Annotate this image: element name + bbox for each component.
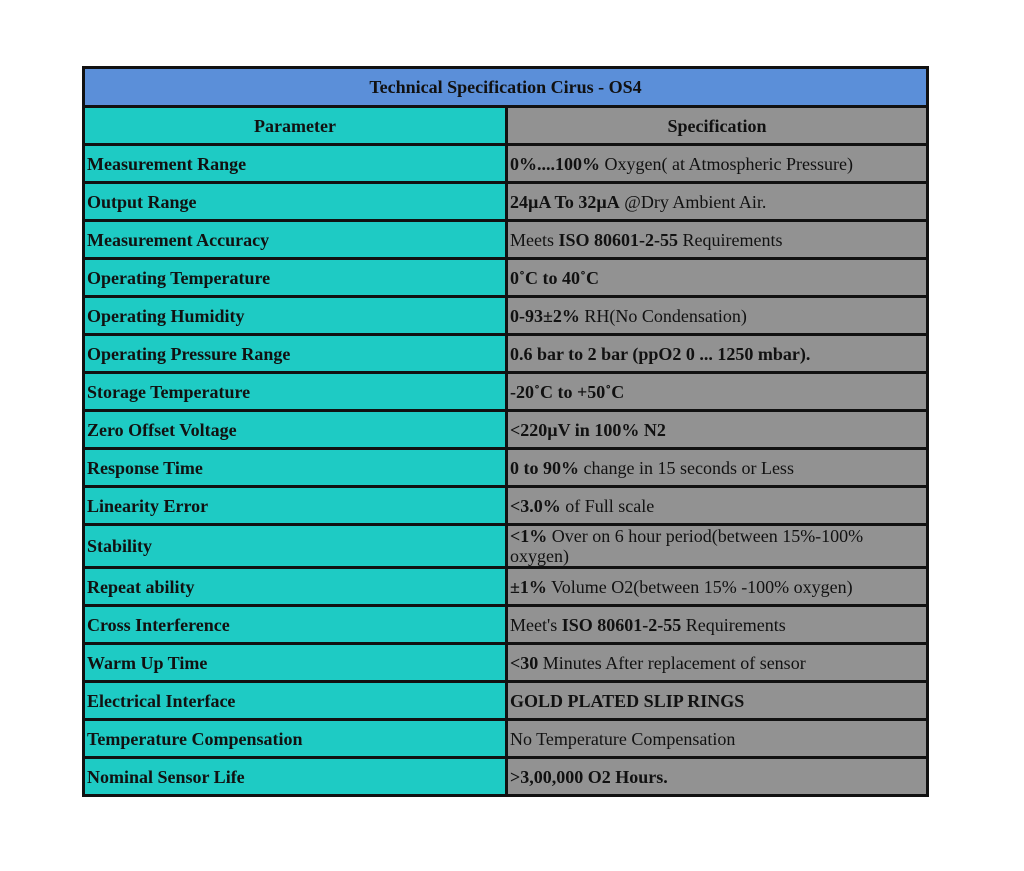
specification-cell <box>507 487 928 525</box>
table-row <box>84 487 928 525</box>
parameter-cell: Response Time <box>84 449 507 487</box>
specification-text: Oxygen( at Atmospheric Pressure) <box>600 153 853 174</box>
table-row <box>84 758 928 796</box>
parameter-cell: Nominal Sensor Life <box>84 758 507 796</box>
parameter-cell: Operating Temperature <box>84 259 507 297</box>
table-row <box>84 682 928 720</box>
specification-cell <box>507 606 928 644</box>
specification-text: 0.6 bar to 2 bar (ppO2 0 ... 1250 mbar). <box>510 343 811 364</box>
parameter-header: Parameter <box>84 107 507 145</box>
specification-cell <box>507 297 928 335</box>
specification-header: Specification <box>507 107 928 145</box>
parameter-cell: Electrical Interface <box>84 682 507 720</box>
table-title: Technical Specification Cirus - OS4 <box>84 68 928 107</box>
table-row <box>84 449 928 487</box>
specification-cell <box>507 411 928 449</box>
specification-text: >3,00,000 O2 Hours. <box>510 766 668 787</box>
specification-cell <box>507 720 928 758</box>
specification-text: ISO 80601-2-55 <box>558 229 679 250</box>
spec-rows <box>84 145 928 796</box>
specification-text: of Full scale <box>560 495 655 516</box>
parameter-cell: Zero Offset Voltage <box>84 411 507 449</box>
specification-text: change in 15 seconds or Less <box>579 457 794 478</box>
table-row <box>84 297 928 335</box>
specification-text: No Temperature Compensation <box>510 728 736 749</box>
specification-cell <box>507 145 928 183</box>
specification-cell <box>507 221 928 259</box>
table-row <box>84 183 928 221</box>
table-row <box>84 373 928 411</box>
specification-cell <box>507 525 928 568</box>
specification-text: @Dry Ambient Air. <box>619 191 767 212</box>
specification-cell <box>507 682 928 720</box>
specification-cell <box>507 373 928 411</box>
specification-text: ISO 80601-2-55 <box>561 614 682 635</box>
specification-cell <box>507 568 928 606</box>
specification-text: ±1% <box>510 576 547 597</box>
specification-cell <box>507 758 928 796</box>
table-row <box>84 644 928 682</box>
parameter-cell: Linearity Error <box>84 487 507 525</box>
spec-table <box>82 66 929 797</box>
parameter-cell: Temperature Compensation <box>84 720 507 758</box>
header-row <box>84 107 928 145</box>
parameter-cell: Warm Up Time <box>84 644 507 682</box>
parameter-cell: Stability <box>84 525 507 568</box>
parameter-cell: Repeat ability <box>84 568 507 606</box>
specification-text: Minutes After replacement of sensor <box>538 652 806 673</box>
specification-cell <box>507 183 928 221</box>
specification-text: 0-93±2% <box>510 305 580 326</box>
specification-cell <box>507 644 928 682</box>
specification-text: Over on 6 hour period(between 15%-100% oxygen) <box>510 526 864 566</box>
table-row <box>84 335 928 373</box>
specification-text: 0 to 90% <box>510 457 579 478</box>
specification-text: Meet's <box>510 614 562 635</box>
table-row <box>84 411 928 449</box>
parameter-cell: Measurement Range <box>84 145 507 183</box>
table-row <box>84 145 928 183</box>
specification-text: Requirements <box>681 614 786 635</box>
table-row <box>84 525 928 568</box>
specification-text: Meets <box>510 229 559 250</box>
parameter-cell: Output Range <box>84 183 507 221</box>
parameter-cell: Operating Humidity <box>84 297 507 335</box>
specification-cell <box>507 335 928 373</box>
specification-text: <3.0% <box>510 495 561 516</box>
title-row <box>84 68 928 107</box>
specification-cell <box>507 259 928 297</box>
specification-text: <1% <box>510 526 548 546</box>
specification-text: 24µA To 32µA <box>510 191 620 212</box>
table-row <box>84 606 928 644</box>
specification-cell <box>507 449 928 487</box>
parameter-cell: Measurement Accuracy <box>84 221 507 259</box>
specification-text: Volume O2(between 15% -100% oxygen) <box>546 576 853 597</box>
table-row <box>84 221 928 259</box>
specification-text: RH(No Condensation) <box>579 305 747 326</box>
specification-text: 0%....100% <box>510 153 600 174</box>
table-row <box>84 259 928 297</box>
parameter-cell: Storage Temperature <box>84 373 507 411</box>
parameter-cell: Operating Pressure Range <box>84 335 507 373</box>
specification-text: Requirements <box>678 229 783 250</box>
table-row <box>84 568 928 606</box>
specification-text: <220µV in 100% N2 <box>510 419 666 440</box>
table-row <box>84 720 928 758</box>
specification-text: 0˚C to 40˚C <box>510 267 599 288</box>
specification-text: <30 <box>510 652 539 673</box>
specification-text: -20˚C to +50˚C <box>510 381 625 402</box>
specification-text: GOLD PLATED SLIP RINGS <box>510 690 745 711</box>
parameter-cell: Cross Interference <box>84 606 507 644</box>
